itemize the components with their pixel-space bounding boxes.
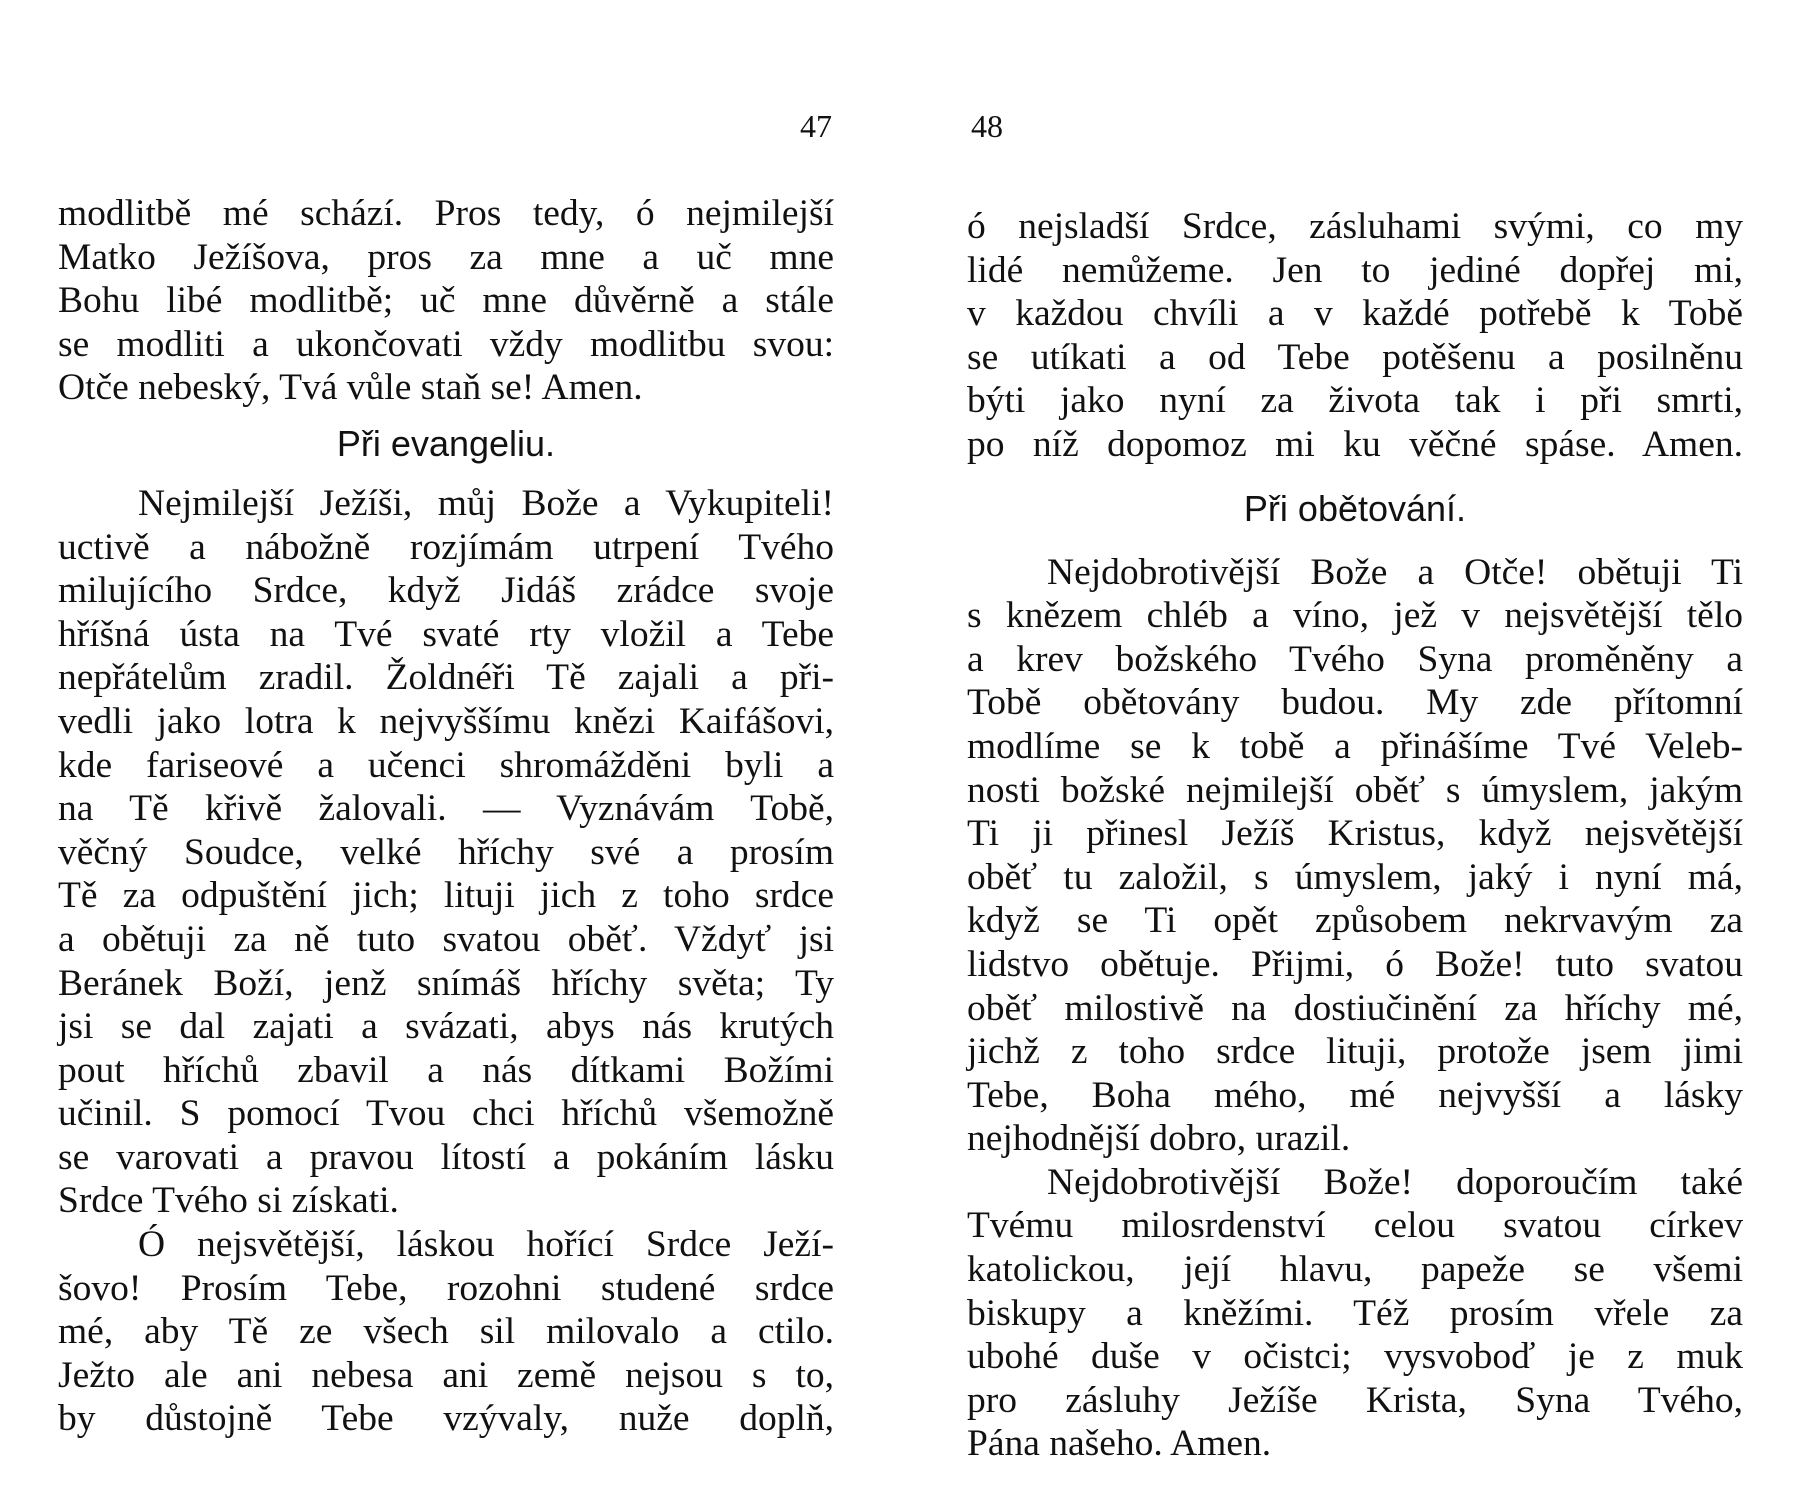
text-line: Ó nejsvětější, láskou hořící Srdce Ježí- xyxy=(138,1224,834,1266)
text-line: oběť milostivě na dostiučinění za hříchy mé, xyxy=(967,987,1743,1029)
text-line: lidé nemůžeme. Jen to jediné dopřej mi, xyxy=(967,249,1743,291)
page-number: 48 xyxy=(971,108,1003,144)
section-heading: Při obětování. xyxy=(1243,487,1467,529)
text-line: mé, aby Tě ze všech sil milovalo a ctilo. xyxy=(58,1311,834,1353)
text-line: pro zásluhy Ježíše Krista, Syna Tvého, xyxy=(967,1379,1743,1421)
text-line: když se Ti opět způsobem nekrvavým za xyxy=(967,900,1743,942)
text-line: nosti božské nejmilejší oběť s úmyslem, jakým xyxy=(967,769,1743,811)
text-line: věčný Soudce, velké hříchy své a prosím xyxy=(58,831,834,873)
text-line: Beránek Boží, jenž snímáš hříchy světa; Ty xyxy=(58,962,834,1004)
text-line: oběť tu založil, s úmyslem, jaký i nyní má, xyxy=(967,856,1743,898)
paragraph-srdce xyxy=(58,1223,834,1441)
right-page xyxy=(967,0,1743,1500)
text-line: Tebe, Boha mého, mé nejvyšší a lásky xyxy=(967,1074,1743,1116)
text-line: hříšná ústa na Tvé svaté rty vložil a Tebe xyxy=(58,613,834,655)
text-line: Otče nebeský, Tvá vůle staň se! Amen. xyxy=(58,367,643,409)
text-line: milujícího Srdce, když Jidáš zrádce svoje xyxy=(58,570,834,612)
text-line: Tvému milosrdenství celou svatou církev xyxy=(967,1205,1743,1247)
text-line: býti jako nyní za života tak i při smrti, xyxy=(967,380,1743,422)
text-line: Srdce Tvého si získati. xyxy=(58,1180,399,1222)
text-line: jichž z toho srdce lituji, protože jsem jimi xyxy=(967,1031,1743,1073)
text-line: vedli jako lotra k nejvyššímu knězi Kaifášovi, xyxy=(58,700,834,742)
text-line: se modliti a ukončovati vždy modlitbu svou: xyxy=(58,323,834,365)
text-line: modlíme se k tobě a přinášíme Tvé Veleb- xyxy=(967,725,1743,767)
text-line: šovo! Prosím Tebe, rozohni studené srdce xyxy=(58,1267,834,1309)
text-line: lidstvo obětuje. Přijmi, ó Bože! tuto svatou xyxy=(967,943,1743,985)
text-line: Nejdobrotivější Bože! doporoučím také xyxy=(1047,1161,1743,1203)
text-line: a obětuji za ně tuto svatou oběť. Vždyť jsi xyxy=(58,918,834,960)
text-line: po níž dopomoz mi ku věčné spáse. Amen. xyxy=(967,423,1743,465)
text-line: nepřátelům zradil. Žoldnéři Tě zajali a při- xyxy=(58,657,834,699)
text-line: Nejmilejší Ježíši, můj Bože a Vykupiteli! xyxy=(138,482,834,524)
text-line: Tě za odpuštění jich; lituji jich z toho srdce xyxy=(58,875,834,917)
paragraph-obetovani xyxy=(967,551,1743,1161)
left-page-text xyxy=(58,192,834,1441)
text-line: modlitbě mé schází. Pros tedy, ó nejmilejší xyxy=(58,193,834,234)
paragraph-cirkev xyxy=(967,1161,1743,1466)
text-line: kde fariseové a učenci shromážděni byli a xyxy=(58,744,834,786)
section-heading: Při evangeliu. xyxy=(336,422,556,464)
text-line: Ti ji přinesl Ježíš Kristus, když nejsvětější xyxy=(967,813,1743,855)
text-line: Pána našeho. Amen. xyxy=(967,1423,1272,1465)
text-line: nejhodnější dobro, urazil. xyxy=(967,1118,1351,1160)
paragraph-intro xyxy=(58,192,834,410)
text-line: učinil. S pomocí Tvou chci hříchů všemožně xyxy=(58,1093,834,1135)
text-line: katolickou, její hlavu, papeže se všemi xyxy=(967,1249,1743,1291)
text-line: Bohu libé modlitbě; uč mne důvěrně a stále xyxy=(58,280,834,322)
left-page xyxy=(58,0,834,1500)
text-line: v každou chvíli a v každé potřebě k Tobě xyxy=(967,293,1743,335)
page-number: 47 xyxy=(800,108,832,144)
text-line: ubohé duše v očistci; vysvoboď je z muk xyxy=(967,1336,1743,1378)
text-line: a krev božského Tvého Syna proměněny a xyxy=(967,638,1743,680)
text-line: Nejdobrotivější Bože a Otče! obětuji Ti xyxy=(1047,551,1743,593)
right-page-text xyxy=(967,205,1743,1466)
text-line: pout hříchů zbavil a nás dítkami Božími xyxy=(58,1049,834,1091)
text-line: s knězem chléb a víno, jež v nejsvětější tělo xyxy=(967,595,1743,637)
text-line: Ježto ale ani nebesa ani země nejsou s to, xyxy=(58,1354,834,1396)
text-line: na Tě křivě žalovali. — Vyznávám Tobě, xyxy=(58,788,834,830)
text-line: Tobě obětovány budou. My zde přítomní xyxy=(967,682,1743,724)
text-line: se utíkati a od Tebe potěšenu a posilněnu xyxy=(967,336,1743,378)
text-line: by důstojně Tebe vzývaly, nuže doplň, xyxy=(58,1398,834,1440)
text-line: se varovati a pravou lítostí a pokáním lásku xyxy=(58,1136,834,1178)
paragraph-evangelium xyxy=(58,482,834,1223)
paragraph-intro xyxy=(967,205,1743,467)
text-line: jsi se dal zajati a svázati, abys nás krutých xyxy=(58,1006,834,1048)
text-line: uctivě a nábožně rozjímám utrpení Tvého xyxy=(58,526,834,568)
text-line: biskupy a kněžími. Též prosím vřele za xyxy=(967,1292,1743,1334)
text-line: Matko Ježíšova, pros za mne a uč mne xyxy=(58,236,834,278)
text-line: ó nejsladší Srdce, zásluhami svými, co my xyxy=(967,206,1743,247)
